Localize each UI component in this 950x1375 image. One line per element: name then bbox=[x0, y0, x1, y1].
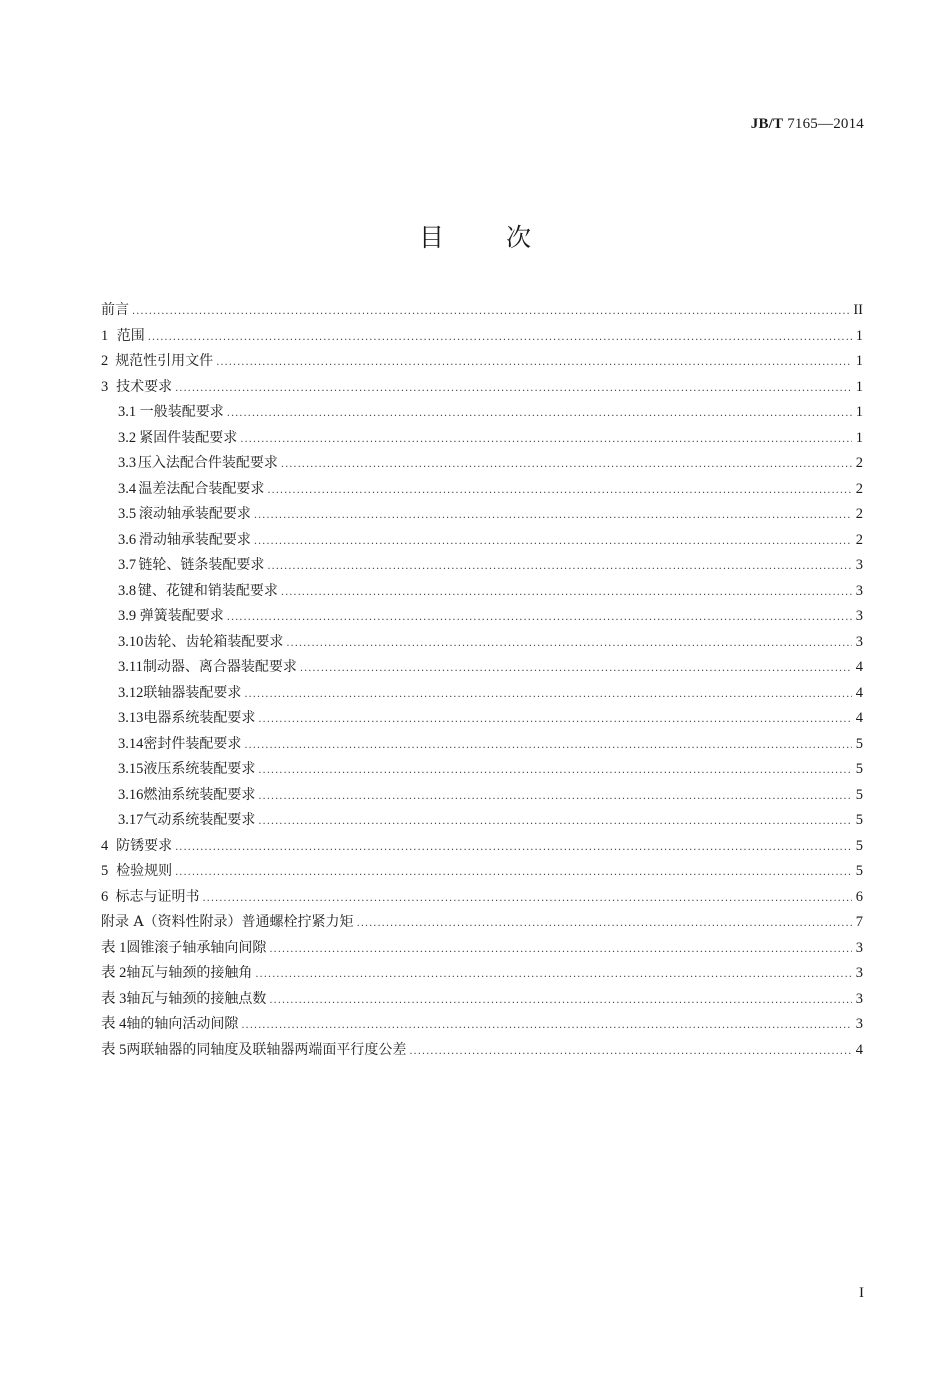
toc-entry-number: 3.11 bbox=[118, 659, 143, 675]
toc-entry-label: 温差法配合装配要求 bbox=[138, 480, 265, 497]
toc-entry-label: 前言 bbox=[101, 302, 129, 318]
toc-entry-number: 5 bbox=[101, 863, 109, 879]
toc-entry-number: 表 1 bbox=[101, 939, 127, 956]
toc-leader-dots bbox=[132, 299, 850, 325]
toc-entry[interactable] bbox=[101, 528, 863, 554]
toc-entry-page: 4 bbox=[855, 1041, 863, 1058]
toc-entry-number: 3.3 bbox=[118, 455, 137, 471]
toc-entry-label: 滑动轴承装配要求 bbox=[138, 531, 251, 548]
toc-entry-number: 3.12 bbox=[118, 684, 144, 701]
toc-leader-dots bbox=[244, 733, 852, 759]
toc-entry[interactable] bbox=[101, 451, 863, 477]
toc-entry[interactable] bbox=[101, 885, 863, 911]
toc-entry-label: 链轮、链条装配要求 bbox=[138, 557, 265, 573]
toc-entry-page: 5 bbox=[855, 837, 863, 854]
toc-entry-page: 3 bbox=[855, 939, 863, 956]
toc-entry-number: 3.4 bbox=[118, 480, 137, 497]
toc-entry[interactable] bbox=[101, 706, 863, 732]
toc-leader-dots bbox=[267, 554, 852, 580]
toc-entry[interactable] bbox=[101, 655, 863, 681]
title-char-1: 目 bbox=[418, 223, 444, 252]
toc-entry[interactable] bbox=[101, 579, 863, 605]
toc-leader-dots bbox=[203, 886, 853, 912]
toc-entry-page: II bbox=[853, 302, 863, 318]
toc-entry-label: 密封件装配要求 bbox=[143, 735, 242, 752]
toc-entry-page: 5 bbox=[855, 735, 863, 752]
toc-entry-page: 4 bbox=[855, 710, 863, 726]
toc-entry-number: 4 bbox=[101, 837, 109, 854]
toc-entry-number: 6 bbox=[101, 888, 109, 905]
toc-entry-label: 两联轴器的同轴度及联轴器两端面平行度公差 bbox=[126, 1041, 407, 1058]
toc-entry[interactable] bbox=[101, 987, 863, 1013]
toc-leader-dots bbox=[409, 1039, 852, 1065]
toc-entry[interactable] bbox=[101, 477, 863, 503]
toc-leader-dots bbox=[216, 350, 852, 376]
toc-entry-page: 3 bbox=[855, 633, 863, 650]
toc-entry-number: 3.7 bbox=[118, 557, 137, 573]
toc-entry-number: 3.5 bbox=[118, 506, 137, 522]
toc-entry-label: 规范性引用文件 bbox=[115, 353, 214, 369]
toc-entry[interactable] bbox=[101, 400, 863, 426]
toc-entry[interactable] bbox=[101, 349, 863, 375]
toc-entry[interactable] bbox=[101, 1038, 863, 1064]
toc-entry-number: 3.6 bbox=[118, 531, 137, 548]
toc-entry-number: 3 bbox=[101, 378, 109, 395]
toc-entry-label: 防锈要求 bbox=[116, 837, 173, 854]
toc-leader-dots bbox=[258, 758, 852, 784]
toc-leader-dots bbox=[227, 401, 852, 427]
table-of-contents bbox=[101, 298, 863, 1063]
toc-entry-label: 联轴器装配要求 bbox=[143, 684, 242, 701]
toc-leader-dots bbox=[240, 427, 852, 453]
toc-leader-dots bbox=[148, 325, 852, 351]
toc-entry-number: 3.16 bbox=[118, 786, 144, 803]
toc-entry-page: 7 bbox=[855, 914, 863, 930]
toc-entry-page: 3 bbox=[855, 1016, 863, 1032]
toc-entry-label: 电器系统装配要求 bbox=[143, 710, 256, 726]
toc-entry-number: 2 bbox=[101, 353, 109, 369]
toc-entry[interactable] bbox=[101, 757, 863, 783]
toc-entry-label: 气动系统装配要求 bbox=[143, 812, 256, 828]
toc-leader-dots bbox=[300, 656, 852, 682]
toc-entry-number: 3.1 bbox=[118, 404, 137, 420]
toc-entry-number: 1 bbox=[101, 327, 109, 344]
toc-entry[interactable] bbox=[101, 834, 863, 860]
toc-entry-number: 3.2 bbox=[118, 429, 137, 446]
toc-leader-dots bbox=[269, 937, 852, 963]
toc-entry-page: 3 bbox=[855, 965, 863, 981]
toc-entry-page: 5 bbox=[855, 812, 863, 828]
toc-entry-page: 1 bbox=[855, 404, 863, 420]
toc-entry-label: 技术要求 bbox=[116, 378, 173, 395]
standard-code bbox=[751, 116, 864, 133]
toc-entry-page: 5 bbox=[855, 863, 863, 879]
toc-entry[interactable] bbox=[101, 553, 863, 579]
toc-entry-number: 表 4 bbox=[101, 1016, 127, 1032]
toc-entry-number: 3.10 bbox=[118, 633, 144, 650]
toc-leader-dots bbox=[175, 376, 852, 402]
toc-entry-number: 表 3 bbox=[101, 990, 127, 1007]
toc-entry-label: 液压系统装配要求 bbox=[143, 761, 256, 777]
toc-leader-dots bbox=[258, 809, 852, 835]
toc-entry-label: 标志与证明书 bbox=[115, 888, 200, 905]
toc-entry-page: 3 bbox=[855, 990, 863, 1007]
page-number: I bbox=[859, 1285, 864, 1301]
toc-entry[interactable] bbox=[101, 783, 863, 809]
toc-entry[interactable] bbox=[101, 859, 863, 885]
toc-entry-label: 轴的轴向活动间隙 bbox=[126, 1016, 239, 1032]
standard-prefix: JB/T bbox=[750, 116, 784, 132]
toc-entry-page: 6 bbox=[855, 888, 863, 905]
toc-entry-page: 5 bbox=[855, 786, 863, 803]
toc-entry-number: 3.13 bbox=[118, 710, 144, 726]
toc-leader-dots bbox=[175, 835, 852, 861]
toc-entry[interactable] bbox=[101, 732, 863, 758]
toc-entry[interactable] bbox=[101, 910, 863, 936]
toc-entry-number: 3.9 bbox=[118, 608, 137, 624]
toc-leader-dots bbox=[254, 503, 852, 529]
toc-entry-label: 范围 bbox=[116, 327, 145, 344]
toc-leader-dots bbox=[281, 580, 852, 606]
toc-entry[interactable] bbox=[101, 681, 863, 707]
toc-leader-dots bbox=[258, 707, 852, 733]
toc-entry-number: 3.17 bbox=[118, 812, 144, 828]
toc-entry-label: 压入法配合件装配要求 bbox=[137, 455, 278, 471]
toc-entry-label: 检验规则 bbox=[116, 863, 173, 879]
toc-entry-page: 2 bbox=[855, 455, 863, 471]
toc-entry[interactable] bbox=[101, 375, 863, 401]
toc-leader-dots bbox=[241, 1013, 852, 1039]
toc-entry[interactable] bbox=[101, 961, 863, 987]
toc-entry-page: 1 bbox=[855, 353, 863, 369]
toc-entry-label: 轴瓦与轴颈的接触角 bbox=[126, 965, 253, 981]
toc-entry-number: 3.15 bbox=[118, 761, 144, 777]
toc-leader-dots bbox=[357, 911, 852, 937]
toc-entry-page: 2 bbox=[855, 531, 863, 548]
page-title bbox=[0, 218, 950, 254]
toc-entry-page: 4 bbox=[855, 684, 863, 701]
toc-entry[interactable] bbox=[101, 298, 863, 324]
toc-entry-label: 弹簧装配要求 bbox=[139, 608, 224, 624]
toc-entry[interactable] bbox=[101, 502, 863, 528]
toc-entry-number: 表 5 bbox=[101, 1041, 127, 1058]
toc-entry-number: 3.14 bbox=[118, 735, 144, 752]
toc-entry-label: 燃油系统装配要求 bbox=[143, 786, 256, 803]
toc-entry-number: 3.8 bbox=[118, 582, 137, 599]
toc-entry[interactable] bbox=[101, 630, 863, 656]
toc-entry[interactable] bbox=[101, 604, 863, 630]
toc-leader-dots bbox=[254, 529, 852, 555]
toc-leader-dots bbox=[286, 631, 852, 657]
toc-entry-label: 制动器、离合器装配要求 bbox=[142, 659, 297, 675]
title-char-2: 次 bbox=[506, 223, 532, 252]
toc-entry-label: 一般装配要求 bbox=[139, 404, 224, 420]
toc-entry-label: 键、花键和销装配要求 bbox=[137, 582, 278, 599]
toc-leader-dots bbox=[269, 988, 852, 1014]
toc-leader-dots bbox=[175, 860, 852, 886]
toc-leader-dots bbox=[227, 605, 852, 631]
toc-entry-number: 表 2 bbox=[101, 965, 127, 981]
toc-entry-label: 附录 A（资料性附录）普通螺栓拧紧力矩 bbox=[101, 914, 354, 930]
toc-entry-label: 轴瓦与轴颈的接触点数 bbox=[126, 990, 267, 1007]
toc-entry-page: 1 bbox=[855, 327, 863, 344]
toc-leader-dots bbox=[255, 962, 852, 988]
toc-leader-dots bbox=[281, 452, 852, 478]
toc-entry-label: 齿轮、齿轮箱装配要求 bbox=[143, 633, 284, 650]
toc-entry-label: 滚动轴承装配要求 bbox=[138, 506, 251, 522]
toc-leader-dots bbox=[244, 682, 852, 708]
toc-entry-page: 3 bbox=[855, 557, 863, 573]
toc-entry[interactable] bbox=[101, 426, 863, 452]
toc-entry[interactable] bbox=[101, 324, 863, 350]
toc-entry-page: 5 bbox=[855, 761, 863, 777]
toc-entry-page: 2 bbox=[855, 506, 863, 522]
toc-entry[interactable] bbox=[101, 936, 863, 962]
toc-entry-label: 紧固件装配要求 bbox=[139, 429, 238, 446]
toc-entry-page: 3 bbox=[855, 582, 863, 599]
toc-entry-page: 1 bbox=[855, 429, 863, 446]
toc-entry-page: 2 bbox=[855, 480, 863, 497]
standard-number: 7165—2014 bbox=[783, 116, 864, 132]
toc-entry-label: 圆锥滚子轴承轴向间隙 bbox=[126, 939, 267, 956]
toc-entry-page: 1 bbox=[855, 378, 863, 395]
toc-leader-dots bbox=[258, 784, 852, 810]
toc-leader-dots bbox=[267, 478, 852, 504]
toc-entry[interactable] bbox=[101, 1012, 863, 1038]
toc-entry-page: 4 bbox=[855, 659, 863, 675]
toc-entry[interactable] bbox=[101, 808, 863, 834]
toc-entry-page: 3 bbox=[855, 608, 863, 624]
